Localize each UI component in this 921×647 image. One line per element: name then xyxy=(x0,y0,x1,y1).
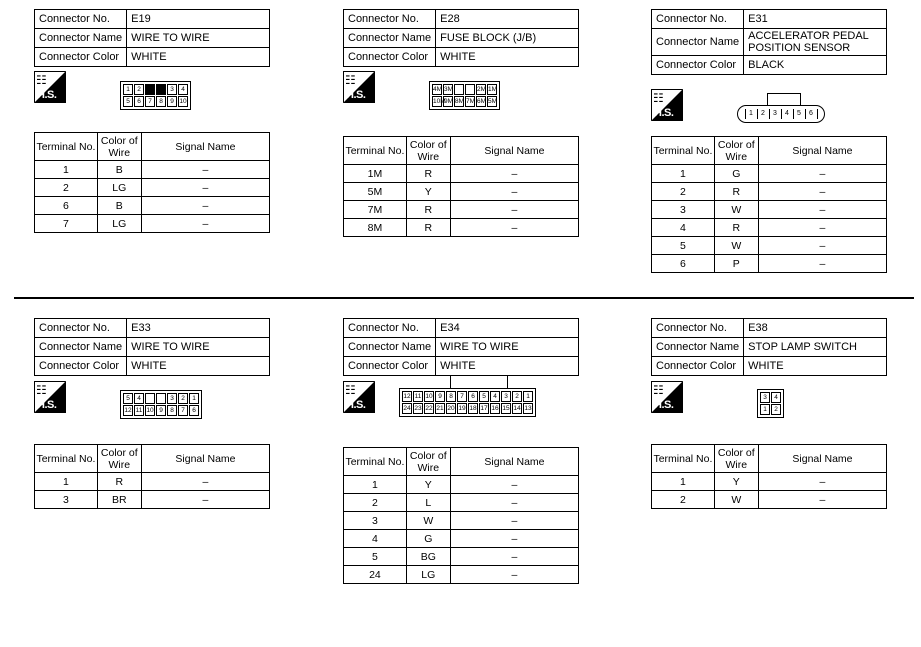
pin-label: 1 xyxy=(760,404,770,415)
info-label: Connector Name xyxy=(35,29,127,48)
pin-label: 6 xyxy=(134,96,144,107)
pin-label: 4 xyxy=(771,392,781,403)
signal-name-header: Signal Name xyxy=(450,137,578,165)
pin-label: 9 xyxy=(167,96,177,107)
info-row xyxy=(344,319,579,338)
pin-label xyxy=(156,84,166,95)
pin-label: 2 xyxy=(771,404,781,415)
signal-name-cell: – xyxy=(758,255,886,273)
terminal-no-cell: 2 xyxy=(652,183,715,201)
harness-side-icon xyxy=(651,381,683,413)
connector-block-e33 xyxy=(34,318,270,506)
info-value: WIRE TO WIRE xyxy=(436,338,579,357)
info-row xyxy=(35,357,270,376)
pin-label: 6M xyxy=(477,98,487,105)
harness-side-icon xyxy=(651,89,683,121)
hs-label: H.S. xyxy=(346,89,366,101)
pin-label: 2 xyxy=(178,393,188,404)
terminal-no-cell: 1M xyxy=(344,165,407,183)
info-label: Connector No. xyxy=(344,319,436,338)
wire-color-header: Color of Wire xyxy=(97,133,141,161)
pin-label: 7 xyxy=(145,96,155,107)
pin-label: 1 xyxy=(745,109,757,119)
pin-label: 7 xyxy=(178,405,188,416)
connector-info-table xyxy=(34,318,270,376)
terminal-header-row xyxy=(35,445,270,473)
wire-color-header: Color of Wire xyxy=(714,445,758,473)
connector-info-table xyxy=(34,9,270,67)
connector-block-e19 xyxy=(34,9,270,230)
connector-block-e28 xyxy=(343,9,579,234)
terminal-table xyxy=(343,136,579,237)
connector-latch xyxy=(450,375,508,389)
signal-name-cell: – xyxy=(141,161,269,179)
terminal-no-cell: 1 xyxy=(344,476,407,494)
signal-name-cell: – xyxy=(141,179,269,197)
terminal-table xyxy=(34,444,270,509)
connector-info-table xyxy=(651,318,887,376)
info-value: STOP LAMP SWITCH xyxy=(744,338,887,357)
pin-label: 4 xyxy=(490,391,500,402)
table-row xyxy=(35,473,270,491)
pin-label: 6 xyxy=(805,109,818,119)
terminal-no-cell: 1 xyxy=(35,473,98,491)
signal-name-cell: – xyxy=(450,548,578,566)
terminal-no-cell: 5 xyxy=(652,237,715,255)
pin-label: 4 xyxy=(781,109,793,119)
pin-grid xyxy=(123,393,199,416)
table-row xyxy=(652,183,887,201)
terminal-no-cell: 2 xyxy=(35,179,98,197)
pin-label: 6 xyxy=(468,391,478,402)
wire-color-cell: G xyxy=(714,165,758,183)
info-label: Connector Name xyxy=(652,338,744,357)
pin-label: 3 xyxy=(769,109,781,119)
pin-label: 11 xyxy=(135,407,143,414)
terminal-table xyxy=(343,447,579,584)
pin-label: 5 xyxy=(479,391,489,402)
pin-label: 5 xyxy=(793,109,805,119)
table-row xyxy=(652,165,887,183)
info-value: WHITE xyxy=(127,48,270,67)
wire-color-cell: R xyxy=(406,219,450,237)
pin-grid xyxy=(123,84,188,107)
info-label: Connector Name xyxy=(652,29,744,56)
wire-color-cell: W xyxy=(714,491,758,509)
wire-color-cell: R xyxy=(406,165,450,183)
info-label: Connector Name xyxy=(344,29,436,48)
info-label: Connector Name xyxy=(344,338,436,357)
connector-glyph-icon: ☷ xyxy=(345,383,356,397)
pin-label: 20 xyxy=(447,405,455,412)
harness-side-icon xyxy=(34,71,66,103)
signal-name-cell: – xyxy=(141,197,269,215)
info-row xyxy=(344,10,579,29)
pin-label xyxy=(465,84,475,95)
connector-info-table xyxy=(343,318,579,376)
info-value: ACCELERATOR PEDAL POSITION SENSOR xyxy=(744,29,887,56)
table-row xyxy=(35,197,270,215)
table-row xyxy=(344,476,579,494)
pin-label: 7M xyxy=(466,98,476,105)
info-value: E38 xyxy=(744,319,887,338)
signal-name-cell: – xyxy=(758,219,886,237)
terminal-header-row xyxy=(652,445,887,473)
pin-label: 21 xyxy=(436,405,444,412)
pin-label: 8 xyxy=(446,391,456,402)
info-row xyxy=(652,29,887,56)
info-label: Connector Name xyxy=(35,338,127,357)
pin-label: 10 xyxy=(179,98,187,105)
connector-info-table xyxy=(343,9,579,67)
terminal-no-cell: 4 xyxy=(344,530,407,548)
pin-label: 19 xyxy=(458,405,466,412)
signal-name-cell: – xyxy=(450,183,578,201)
info-row xyxy=(344,48,579,67)
pin-label: 2 xyxy=(134,84,144,95)
connector-housing xyxy=(737,105,825,123)
pin-label: 5M xyxy=(488,98,498,105)
info-row xyxy=(652,357,887,376)
info-value: E34 xyxy=(436,319,579,338)
pin-label: 24 xyxy=(403,405,411,412)
pin-label: 5 xyxy=(123,96,133,107)
pin-label: 14 xyxy=(513,405,521,412)
table-row xyxy=(35,179,270,197)
pin-grid xyxy=(760,392,781,415)
signal-name-cell: – xyxy=(450,201,578,219)
wire-color-cell: B xyxy=(97,197,141,215)
wire-color-header: Color of Wire xyxy=(406,448,450,476)
terminal-no-cell: 7M xyxy=(344,201,407,219)
info-row xyxy=(652,10,887,29)
table-row xyxy=(344,548,579,566)
terminal-no-cell: 6 xyxy=(35,197,98,215)
wire-color-cell: LG xyxy=(97,179,141,197)
harness-side-icon xyxy=(34,381,66,413)
hs-label: H.S. xyxy=(37,89,57,101)
info-value: WHITE xyxy=(127,357,270,376)
signal-name-header: Signal Name xyxy=(141,445,269,473)
info-value: E31 xyxy=(744,10,887,29)
table-row xyxy=(652,237,887,255)
connector-glyph-icon: ☷ xyxy=(653,383,664,397)
terminal-header-row xyxy=(344,448,579,476)
pin-label: 1 xyxy=(189,393,199,404)
pin-label: 1 xyxy=(523,391,533,402)
pin-label: 10 xyxy=(425,393,433,400)
pin-label: 10M xyxy=(433,98,446,105)
pin-label: 4 xyxy=(134,393,144,404)
signal-name-cell: – xyxy=(450,512,578,530)
wire-color-cell: Y xyxy=(406,476,450,494)
pin-label xyxy=(454,84,464,95)
table-row xyxy=(344,530,579,548)
signal-name-cell: – xyxy=(450,530,578,548)
info-label: Connector Color xyxy=(35,48,127,67)
signal-name-cell: – xyxy=(758,201,886,219)
pin-label: 2M xyxy=(477,86,487,93)
terminal-no-cell: 4 xyxy=(652,219,715,237)
terminal-no-cell: 3 xyxy=(35,491,98,509)
signal-name-cell: – xyxy=(450,494,578,512)
wire-color-cell: R xyxy=(97,473,141,491)
table-row xyxy=(344,494,579,512)
wire-color-cell: P xyxy=(714,255,758,273)
pin-label: 3M xyxy=(444,86,454,93)
table-row xyxy=(344,183,579,201)
pin-label: 3 xyxy=(167,393,177,404)
connector-glyph-icon: ☷ xyxy=(653,91,664,105)
connector-block-e31 xyxy=(651,9,887,270)
info-label: Connector No. xyxy=(652,10,744,29)
wire-color-cell: W xyxy=(714,201,758,219)
pin-label: 10 xyxy=(146,407,154,414)
table-row xyxy=(344,566,579,584)
info-value: WIRE TO WIRE xyxy=(127,338,270,357)
terminal-header-row xyxy=(35,133,270,161)
pin-label: 9M xyxy=(444,98,454,105)
info-row xyxy=(35,338,270,357)
connector-face xyxy=(429,81,500,110)
pin-label: 9 xyxy=(156,405,166,416)
info-row xyxy=(35,48,270,67)
terminal-no-cell: 3 xyxy=(344,512,407,530)
table-row xyxy=(35,491,270,509)
connector-glyph-icon: ☷ xyxy=(36,73,47,87)
terminal-no-cell: 1 xyxy=(652,473,715,491)
pin-label: 11 xyxy=(414,393,422,400)
signal-name-cell: – xyxy=(141,473,269,491)
info-label: Connector Color xyxy=(344,357,436,376)
terminal-no-header: Terminal No. xyxy=(344,137,407,165)
table-row xyxy=(652,201,887,219)
connector-face xyxy=(120,390,202,419)
pin-label: 18 xyxy=(469,405,477,412)
table-row xyxy=(35,215,270,233)
terminal-no-header: Terminal No. xyxy=(652,137,715,165)
pin-label: 8 xyxy=(167,405,177,416)
pin-label: 17 xyxy=(480,405,488,412)
signal-name-cell: – xyxy=(758,473,886,491)
table-row xyxy=(344,219,579,237)
pin-label: 16 xyxy=(491,405,499,412)
info-label: Connector No. xyxy=(35,10,127,29)
wire-color-cell: BR xyxy=(97,491,141,509)
info-label: Connector Color xyxy=(35,357,127,376)
pin-label: 22 xyxy=(425,405,433,412)
signal-name-cell: – xyxy=(141,491,269,509)
info-value: E19 xyxy=(127,10,270,29)
info-value: E33 xyxy=(127,319,270,338)
hs-label: H.S. xyxy=(346,399,366,411)
info-label: Connector Color xyxy=(652,56,744,75)
connector-info-table xyxy=(651,9,887,75)
terminal-no-cell: 2 xyxy=(344,494,407,512)
pin-label: 8 xyxy=(156,96,166,107)
connector-face xyxy=(757,389,784,418)
pin-label: 4 xyxy=(178,84,188,95)
info-value: FUSE BLOCK (J/B) xyxy=(436,29,579,48)
connector-face xyxy=(120,81,191,110)
table-row xyxy=(344,165,579,183)
pin-label: 5 xyxy=(123,393,133,404)
terminal-table xyxy=(651,444,887,509)
wire-color-header: Color of Wire xyxy=(97,445,141,473)
pin-label: 23 xyxy=(414,405,422,412)
terminal-no-cell: 5 xyxy=(344,548,407,566)
wire-color-cell: Y xyxy=(714,473,758,491)
terminal-table xyxy=(651,136,887,273)
signal-name-header: Signal Name xyxy=(758,445,886,473)
hs-label: H.S. xyxy=(654,107,674,119)
wire-color-cell: R xyxy=(406,201,450,219)
info-row xyxy=(652,338,887,357)
pin-label: 4M xyxy=(433,86,443,93)
info-value: WHITE xyxy=(436,48,579,67)
terminal-no-cell: 8M xyxy=(344,219,407,237)
wire-color-cell: BG xyxy=(406,548,450,566)
terminal-no-header: Terminal No. xyxy=(35,445,98,473)
wire-color-cell: R xyxy=(714,183,758,201)
info-value: WHITE xyxy=(436,357,579,376)
pin-label: 3 xyxy=(167,84,177,95)
signal-name-cell: – xyxy=(758,491,886,509)
wire-color-header: Color of Wire xyxy=(406,137,450,165)
pin-label: 8M xyxy=(455,98,465,105)
pin-grid xyxy=(432,84,497,107)
wire-color-header: Color of Wire xyxy=(714,137,758,165)
signal-name-cell: – xyxy=(450,219,578,237)
terminal-no-cell: 24 xyxy=(344,566,407,584)
pin-label xyxy=(145,393,155,404)
table-row xyxy=(652,491,887,509)
wire-color-cell: W xyxy=(714,237,758,255)
info-row xyxy=(35,10,270,29)
wire-color-cell: LG xyxy=(406,566,450,584)
signal-name-cell: – xyxy=(450,566,578,584)
pin-label: 1 xyxy=(123,84,133,95)
info-row xyxy=(344,29,579,48)
table-row xyxy=(344,512,579,530)
table-row xyxy=(35,161,270,179)
table-row xyxy=(652,255,887,273)
info-row xyxy=(35,319,270,338)
connector-glyph-icon: ☷ xyxy=(36,383,47,397)
info-value: WHITE xyxy=(744,357,887,376)
signal-name-cell: – xyxy=(450,165,578,183)
terminal-header-row xyxy=(652,137,887,165)
info-label: Connector No. xyxy=(35,319,127,338)
signal-name-cell: – xyxy=(758,183,886,201)
wire-color-cell: G xyxy=(406,530,450,548)
section-divider xyxy=(14,297,914,299)
connector-block-e34 xyxy=(343,318,579,581)
signal-name-header: Signal Name xyxy=(141,133,269,161)
info-label: Connector Color xyxy=(652,357,744,376)
pin-label: 3 xyxy=(501,391,511,402)
pin-label xyxy=(145,84,155,95)
info-row xyxy=(652,319,887,338)
terminal-no-cell: 5M xyxy=(344,183,407,201)
info-value: BLACK xyxy=(744,56,887,75)
pin-label: 2 xyxy=(757,109,769,119)
connector-block-e38 xyxy=(651,318,887,506)
harness-side-icon xyxy=(343,381,375,413)
terminal-table xyxy=(34,132,270,233)
wire-color-cell: B xyxy=(97,161,141,179)
wire-color-cell: W xyxy=(406,512,450,530)
connector-glyph-icon: ☷ xyxy=(345,73,356,87)
terminal-no-cell: 3 xyxy=(652,201,715,219)
pin-label: 13 xyxy=(524,405,532,412)
signal-name-cell: – xyxy=(141,215,269,233)
table-row xyxy=(652,219,887,237)
terminal-no-header: Terminal No. xyxy=(344,448,407,476)
harness-side-icon xyxy=(343,71,375,103)
info-label: Connector No. xyxy=(652,319,744,338)
terminal-no-cell: 7 xyxy=(35,215,98,233)
wire-color-cell: Y xyxy=(406,183,450,201)
table-row xyxy=(652,473,887,491)
terminal-no-header: Terminal No. xyxy=(35,133,98,161)
terminal-no-cell: 2 xyxy=(652,491,715,509)
info-value: WIRE TO WIRE xyxy=(127,29,270,48)
hs-label: H.S. xyxy=(654,399,674,411)
pin-label: 7 xyxy=(457,391,467,402)
terminal-no-header: Terminal No. xyxy=(652,445,715,473)
signal-name-cell: – xyxy=(758,237,886,255)
pin-label: 9 xyxy=(435,391,445,402)
info-value: E28 xyxy=(436,10,579,29)
connector-face xyxy=(737,93,825,123)
hs-label: H.S. xyxy=(37,399,57,411)
info-label: Connector Color xyxy=(344,48,436,67)
wire-color-cell: LG xyxy=(97,215,141,233)
pin-label: 6 xyxy=(189,405,199,416)
pin-label: 12 xyxy=(124,407,132,414)
pin-label: 2 xyxy=(512,391,522,402)
terminal-header-row xyxy=(344,137,579,165)
table-row xyxy=(344,201,579,219)
connector-face xyxy=(399,388,536,417)
info-row xyxy=(35,29,270,48)
signal-name-cell: – xyxy=(450,476,578,494)
info-row xyxy=(344,357,579,376)
pin-label: 3 xyxy=(760,392,770,403)
wire-color-cell: R xyxy=(714,219,758,237)
terminal-no-cell: 1 xyxy=(35,161,98,179)
terminal-no-cell: 6 xyxy=(652,255,715,273)
signal-name-header: Signal Name xyxy=(450,448,578,476)
pin-grid xyxy=(402,391,533,414)
pin-label: 15 xyxy=(502,405,510,412)
wire-color-cell: L xyxy=(406,494,450,512)
info-label: Connector No. xyxy=(344,10,436,29)
terminal-no-cell: 1 xyxy=(652,165,715,183)
info-row xyxy=(344,338,579,357)
signal-name-header: Signal Name xyxy=(758,137,886,165)
pin-label: 12 xyxy=(403,393,411,400)
info-row xyxy=(652,56,887,75)
pin-label xyxy=(156,393,166,404)
pin-label: 1M xyxy=(488,86,498,93)
signal-name-cell: – xyxy=(758,165,886,183)
